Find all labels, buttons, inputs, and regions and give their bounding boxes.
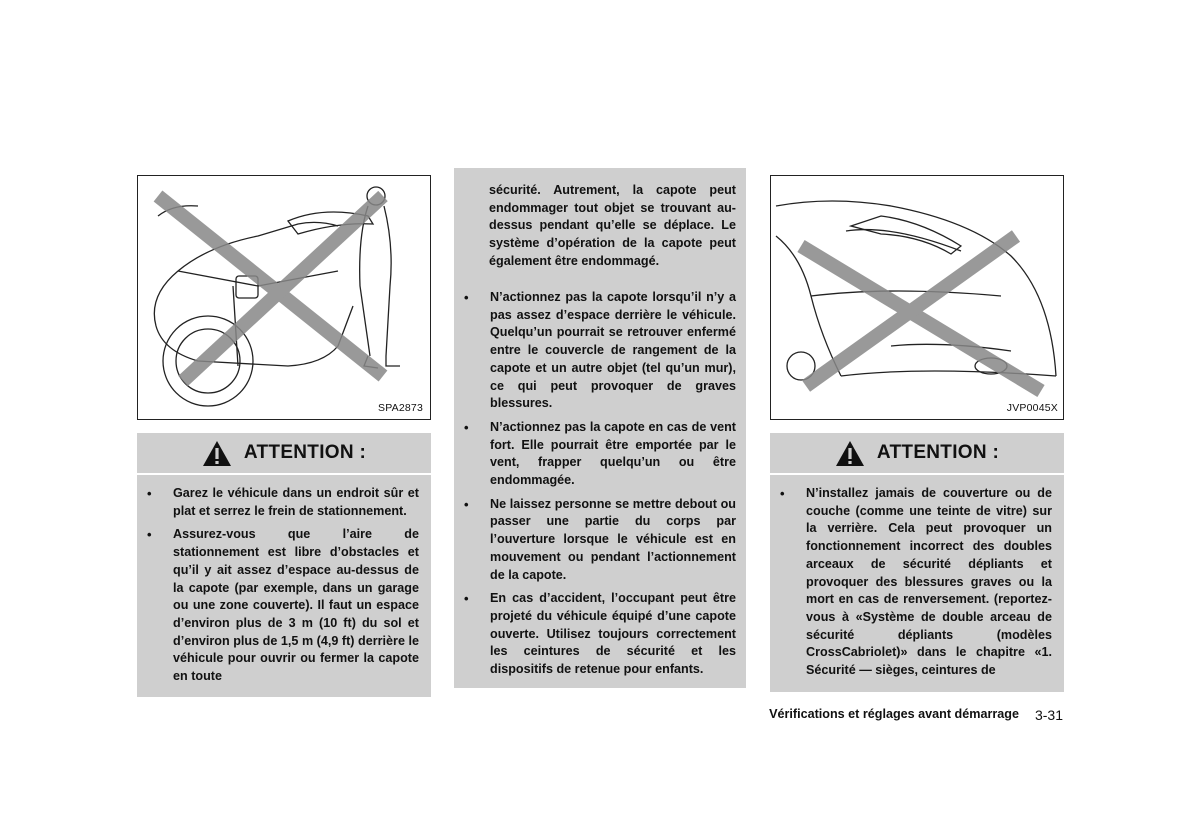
list-item: • En cas d’accident, l’occupant peut être projeté du véhicule équipé d’une capote ouverte. Utilisez toujours correctement les ceintures de sécurité et les dispositifs de retenue pour enfants. xyxy=(454,590,736,679)
attention-header xyxy=(137,433,431,473)
attention-title: ATTENTION : xyxy=(243,442,367,463)
figure-code: SPA2873 xyxy=(378,402,423,414)
attention-list-left xyxy=(137,485,419,692)
list-item: • N’actionnez pas la capote en cas de vent fort. Elle pourrait être emportée par le vent, frapper quelqu’un ou être endommagée. xyxy=(454,419,736,490)
crossed-out-convertible-top-illustration xyxy=(138,176,430,419)
attention-list-middle xyxy=(454,289,736,685)
figure-code: JVP0045X xyxy=(1006,402,1058,414)
list-item: • N’installez jamais de couverture ou de couche (comme une teinte de vitre) sur la verrière. Cela peut provoquer un fonctionnement incorrect des doubles arceaux de sécurité dépliants et provoquer des blessures graves ou la mort en cas de renversement. (reportez-vous à «Système de double arceau de sécurité dépliants (modèles CrossCabriolet)» dans le chapitre «1. Sécurité — sièges, ceintures de xyxy=(770,485,1052,680)
warning-icon xyxy=(202,440,232,467)
attention-title: ATTENTION : xyxy=(876,442,1000,463)
warning-icon xyxy=(835,440,865,467)
figure-convertible-top xyxy=(137,175,431,420)
figure-rear-cover xyxy=(770,175,1064,420)
page-footer xyxy=(769,707,1063,723)
crossed-out-rear-car-cover-illustration xyxy=(771,176,1063,419)
attention-header xyxy=(770,433,1064,473)
continued-paragraph: sécurité. Autrement, la capote peut endommager tout objet se trouvant au-dessus pendant qu’elle se déplace. Le système d’opération de la capote peut également être endommagé. xyxy=(489,183,736,268)
list-item: • Garez le véhicule dans un endroit sûr et plat et serrez le frein de stationnement. xyxy=(137,485,419,520)
list-item: • Ne laissez personne se mettre debout ou passer une partie du corps par l’ouverture lorsque le véhicule est en mouvement ou pendant l’actionnement de la capote. xyxy=(454,496,736,585)
list-item: • N’actionnez pas la capote lorsqu’il n’y a pas assez d’espace derrière le véhicule. Quelqu’un pourrait se retrouver enfermé entre le couvercle de rangement de la capote et un autre objet (tel qu’un mur), ce qui peut provoquer de graves blessures. xyxy=(454,289,736,413)
attention-list-right xyxy=(770,485,1052,686)
page-number: 3-31 xyxy=(1034,707,1063,723)
section-title: Vérifications et réglages avant démarrage xyxy=(769,707,1019,721)
list-item: • Assurez-vous que l’aire de stationnement est libre d’obstacles et qu’il y ait assez d’espace au-dessus de la capote (par exemple, dans un garage ou une zone couverte). Il faut un espace d’environ plus de 3 m (10 ft) du sol et d’environ plus de 1,5 m (4,9 ft) derrière le véhicule pour ouvrir ou fermer la capote en toute xyxy=(137,526,419,685)
